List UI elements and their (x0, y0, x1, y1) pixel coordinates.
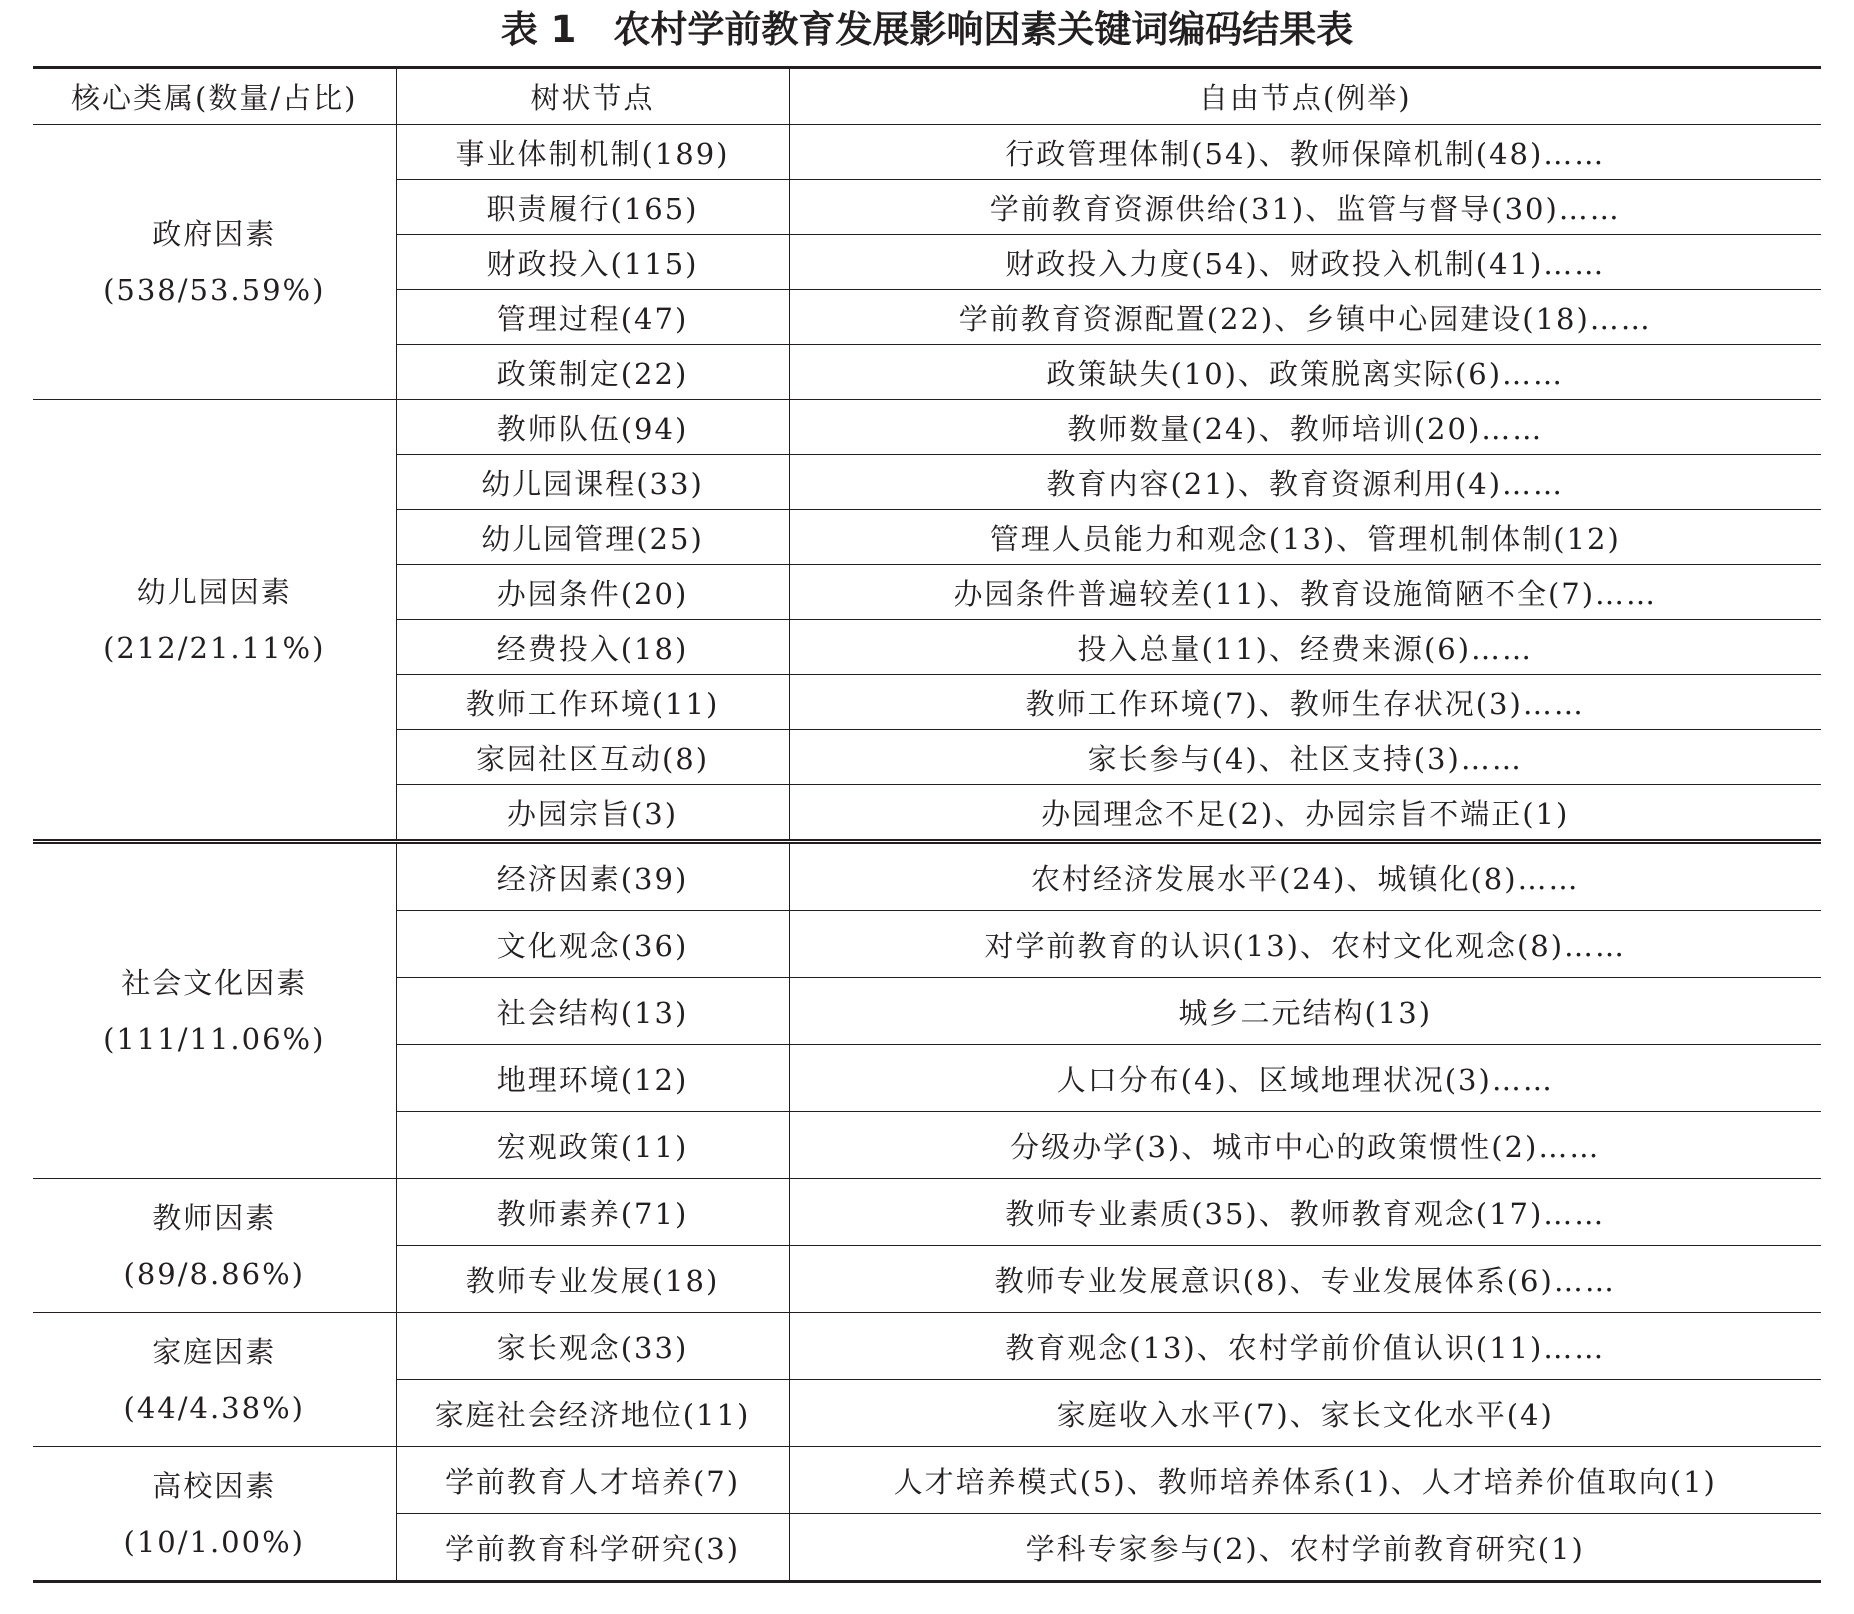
tree-node: 财政投入(115) (396, 235, 789, 290)
free-node: 对学前教育的认识(13)、农村文化观念(8)…… (789, 911, 1821, 978)
coding-results-table (33, 66, 1821, 1583)
tree-node: 家园社区互动(8) (396, 730, 789, 785)
tree-node: 学前教育科学研究(3) (396, 1514, 789, 1582)
category-cell (33, 125, 396, 400)
tree-node: 文化观念(36) (396, 911, 789, 978)
free-node: 政策缺失(10)、政策脱离实际(6)…… (789, 345, 1821, 400)
free-node: 管理人员能力和观念(13)、管理机制体制(12) (789, 510, 1821, 565)
tree-node: 幼儿园管理(25) (396, 510, 789, 565)
category-name: 社会文化因素 (121, 966, 308, 1000)
tree-node: 教师工作环境(11) (396, 675, 789, 730)
tree-node: 管理过程(47) (396, 290, 789, 345)
free-node: 学科专家参与(2)、农村学前教育研究(1) (789, 1514, 1821, 1582)
category-cell (33, 1313, 396, 1447)
header-row (33, 68, 1821, 125)
header-tree-node: 树状节点 (396, 68, 789, 125)
tree-node: 社会结构(13) (396, 978, 789, 1045)
category-stats: (212/21.11%) (103, 630, 326, 665)
free-node: 学前教育资源配置(22)、乡镇中心园建设(18)…… (789, 290, 1821, 345)
tree-node: 幼儿园课程(33) (396, 455, 789, 510)
tree-node: 办园宗旨(3) (396, 785, 789, 842)
group-social-culture (33, 842, 1821, 1179)
free-node: 农村经济发展水平(24)、城镇化(8)…… (789, 842, 1821, 911)
tree-node: 事业体制机制(189) (396, 125, 789, 180)
category-name: 高校因素 (152, 1468, 277, 1503)
free-node: 人才培养模式(5)、教师培养体系(1)、人才培养价值取向(1) (789, 1447, 1821, 1514)
free-node: 人口分布(4)、区域地理状况(3)…… (789, 1045, 1821, 1112)
category-stats: (111/11.06%) (103, 1022, 326, 1056)
category-name: 政府因素 (152, 217, 277, 251)
table-row (33, 125, 1821, 180)
table-row (33, 842, 1821, 911)
table-row (33, 1179, 1821, 1246)
free-node: 家长参与(4)、社区支持(3)…… (789, 730, 1821, 785)
header-free-node: 自由节点(例举) (789, 68, 1821, 125)
group-teacher (33, 1179, 1821, 1313)
table-row (33, 400, 1821, 455)
free-node: 教师工作环境(7)、教师生存状况(3)…… (789, 675, 1821, 730)
free-node: 教育内容(21)、教育资源利用(4)…… (789, 455, 1821, 510)
category-stats: (538/53.59%) (103, 273, 326, 307)
tree-node: 家庭社会经济地位(11) (396, 1380, 789, 1447)
free-node: 办园理念不足(2)、办园宗旨不端正(1) (789, 785, 1821, 842)
group-family (33, 1313, 1821, 1447)
tree-node: 教师队伍(94) (396, 400, 789, 455)
tree-node: 地理环境(12) (396, 1045, 789, 1112)
category-name: 幼儿园因素 (136, 574, 292, 609)
free-node: 城乡二元结构(13) (789, 978, 1821, 1045)
free-node: 教师数量(24)、教师培训(20)…… (789, 400, 1821, 455)
table-title: 表 1 农村学前教育发展影响因素关键词编码结果表 (500, 8, 1354, 51)
free-node: 财政投入力度(54)、财政投入机制(41)…… (789, 235, 1821, 290)
group-kindergarten (33, 400, 1821, 842)
category-stats: (10/1.00%) (123, 1524, 305, 1559)
category-cell (33, 1179, 396, 1313)
tree-node: 政策制定(22) (396, 345, 789, 400)
tree-node: 教师素养(71) (396, 1179, 789, 1246)
tree-node: 办园条件(20) (396, 565, 789, 620)
free-node: 学前教育资源供给(31)、监管与督导(30)…… (789, 180, 1821, 235)
table-row (33, 1447, 1821, 1514)
table-row (33, 1313, 1821, 1380)
category-cell (33, 842, 396, 1179)
category-cell (33, 1447, 396, 1582)
free-node: 教师专业发展意识(8)、专业发展体系(6)…… (789, 1246, 1821, 1313)
free-node: 家庭收入水平(7)、家长文化水平(4) (789, 1380, 1821, 1447)
tree-node: 职责履行(165) (396, 180, 789, 235)
free-node: 分级办学(3)、城市中心的政策惯性(2)…… (789, 1112, 1821, 1179)
tree-node: 宏观政策(11) (396, 1112, 789, 1179)
header-core-category: 核心类属(数量/占比) (33, 68, 396, 125)
free-node: 行政管理体制(54)、教师保障机制(48)…… (789, 125, 1821, 180)
free-node: 投入总量(11)、经费来源(6)…… (789, 620, 1821, 675)
category-name: 教师因素 (152, 1200, 277, 1235)
category-cell (33, 400, 396, 842)
tree-node: 家长观念(33) (396, 1313, 789, 1380)
free-node: 教师专业素质(35)、教师教育观念(17)…… (789, 1179, 1821, 1246)
tree-node: 教师专业发展(18) (396, 1246, 789, 1313)
category-name: 家庭因素 (152, 1334, 277, 1369)
tree-node: 学前教育人才培养(7) (396, 1447, 789, 1514)
group-university (33, 1447, 1821, 1582)
free-node: 办园条件普遍较差(11)、教育设施简陋不全(7)…… (789, 565, 1821, 620)
free-node: 教育观念(13)、农村学前价值认识(11)…… (789, 1313, 1821, 1380)
tree-node: 经费投入(18) (396, 620, 789, 675)
category-stats: (44/4.38%) (123, 1390, 305, 1425)
category-stats: (89/8.86%) (123, 1256, 305, 1291)
group-government (33, 125, 1821, 400)
tree-node: 经济因素(39) (396, 842, 789, 911)
